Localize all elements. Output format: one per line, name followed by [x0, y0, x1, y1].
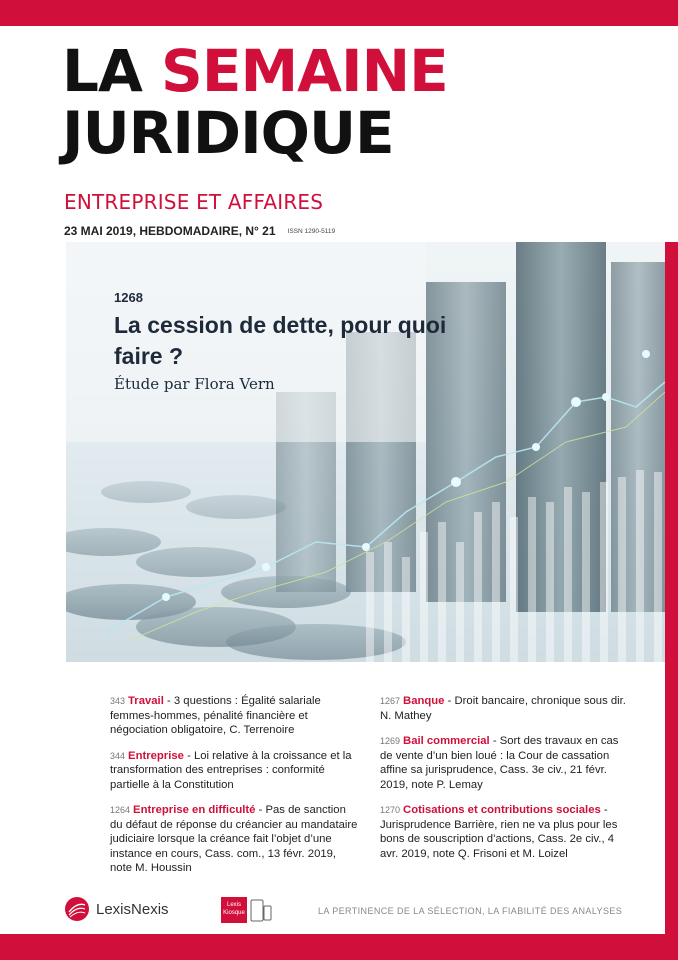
masthead-juridique: JURIDIQUE — [62, 99, 394, 167]
toc-item-number: 1269 — [380, 736, 401, 746]
toc-item-number: 1270 — [380, 805, 401, 815]
toc-item — [110, 694, 360, 738]
toc-item — [380, 803, 630, 861]
masthead — [62, 37, 448, 167]
issue-line — [64, 224, 335, 238]
tagline: LA PERTINENCE DE LA SÉLECTION, LA FIABILITÉ DES ANALYSES — [318, 906, 623, 916]
toc-item-category: Banque — [403, 695, 445, 707]
toc-item-category: Entreprise en difficulté — [133, 804, 256, 816]
toc-item-category: Cotisations et contributions sociales — [403, 804, 601, 816]
toc-left-column — [110, 694, 360, 887]
cover-image — [66, 242, 665, 662]
toc-item — [110, 803, 360, 876]
right-red-band — [665, 242, 678, 935]
toc-item-text: - 3 questions : Égalité salariale femmes-hommes, pénalité financière et négociation obligatoire, C. Terrenoire — [110, 695, 321, 736]
kiosque-line1: Lexis — [226, 902, 241, 908]
toc-item-number: 1267 — [380, 696, 401, 706]
publisher-name: LexisNexis — [96, 900, 169, 918]
masthead-line1 — [62, 37, 448, 105]
article-title: La cession de dette, pour quoi faire ? — [114, 312, 447, 369]
toc-item — [380, 694, 630, 723]
lexisnexis-logo — [64, 896, 169, 922]
bottom-red-band — [0, 934, 678, 960]
edition-title: ENTREPRISE ET AFFAIRES — [64, 190, 324, 214]
toc-item-category: Entreprise — [128, 749, 184, 762]
toc-item-text: - Jurisprudence Barrière, rien ne va plus pour les bons de souscription d’actions, Cass. 2e civ., 4 avr. 2019, note Q. Frisoni et M. Loizel — [380, 804, 618, 860]
masthead-semaine: SEMAINE — [161, 37, 448, 105]
toc-item-category: Bail commercial — [403, 735, 490, 747]
article-number: 1268 — [114, 290, 143, 305]
article-author: Étude par Flora Vern — [114, 375, 275, 393]
toc-item-number: 1264 — [110, 805, 131, 815]
masthead-la: LA — [62, 37, 162, 105]
toc-item-text: - Loi relative à la croissance et la transformation des entreprises : conformité partielle à la Constitution — [110, 749, 352, 791]
issn-number: ISSN 1290-5119 — [287, 228, 336, 236]
toc-item — [110, 749, 360, 793]
finance-illustration — [66, 242, 665, 662]
toc-item-number: 344 — [110, 750, 126, 761]
toc-item-number: 343 — [110, 696, 126, 706]
top-red-band — [0, 0, 678, 26]
toc-right-column — [380, 694, 630, 872]
toc-item-text: - Droit bancaire, chronique sous dir. N. Mathey — [380, 695, 626, 722]
devices-icon — [250, 899, 272, 923]
issue-info: 23 MAI 2019, HEBDOMADAIRE, N° 21 — [64, 224, 276, 238]
toc-item-text: - Pas de sanction du défaut de réponse du créancier au mandataire judiciaire lorsque la créance fait l’objet d’une instance en cours, Cass. com., 13 févr. 2019, note M. Houssin — [110, 804, 358, 874]
kiosque-line2: Kiosque — [223, 910, 245, 916]
toc-item-category: Travail — [128, 695, 164, 707]
lexisnexis-emblem-icon — [64, 896, 90, 922]
toc-item — [380, 734, 630, 792]
lexis-kiosque-badge — [221, 897, 247, 923]
toc-item-text: - Sort des travaux en cas de vente d’un bien loué : la Cour de cassation affine sa jurisprudence, Cass. 3e civ., 21 févr. 2019, note P. Lemay — [380, 735, 619, 791]
